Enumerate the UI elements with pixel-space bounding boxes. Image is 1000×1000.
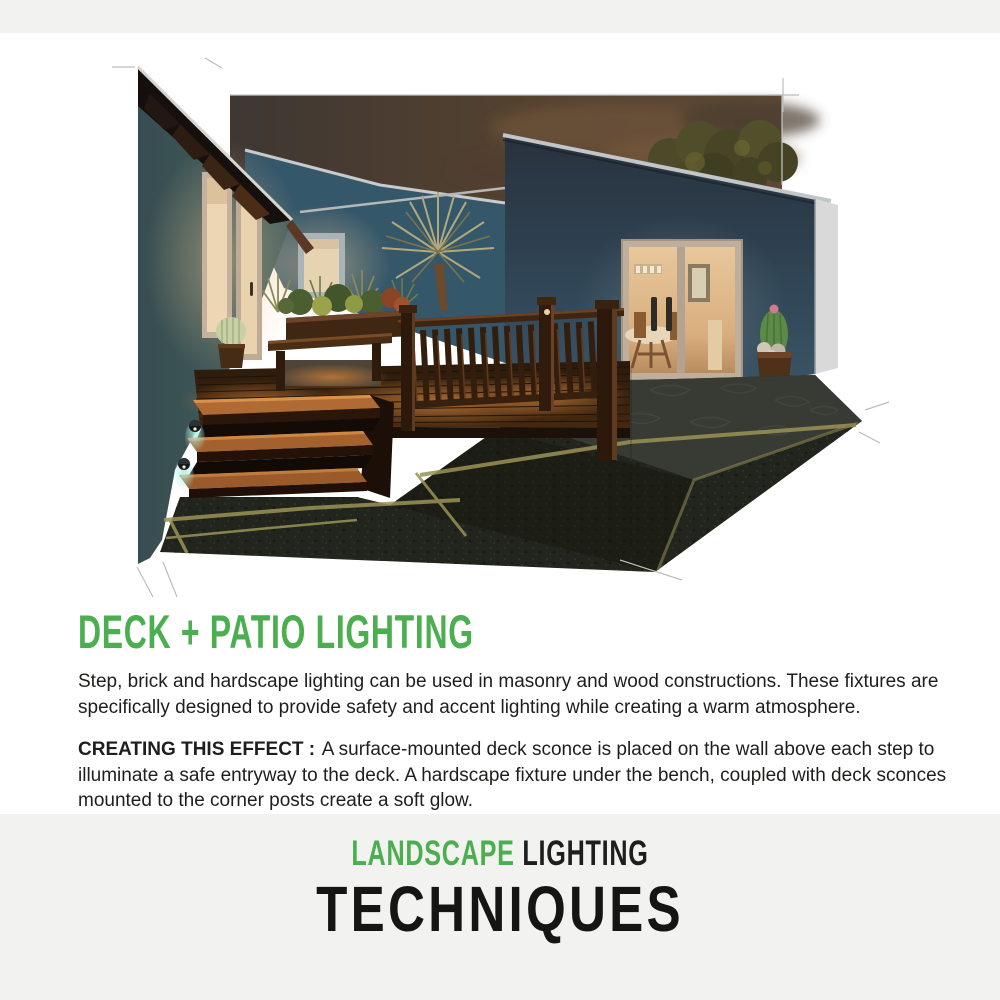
wall-end-strip [815, 199, 838, 374]
section-title: DECK + PATIO LIGHTING [78, 605, 474, 658]
footer-brand-green: LANDSCAPE [351, 834, 515, 873]
copy-block [78, 605, 950, 831]
effect-label: CREATING THIS EFFECT : [78, 739, 316, 760]
top-gray-band [0, 0, 1000, 33]
footer-brand-dark: LIGHTING [522, 834, 649, 873]
french-doors [616, 240, 754, 388]
footer-brand-line [140, 836, 860, 871]
deck-steps [179, 395, 394, 498]
effect-text: A surface-mounted deck sconce is placed on the wall above each step to illuminate a safe entryway to the deck. A hardscape fixture under the bench, coupled with deck sconces mounted to the corner posts create a soft glow. [78, 739, 947, 811]
deck-patio-illustration [110, 50, 900, 610]
bench [268, 333, 392, 391]
footer-title: TECHNIQUES [316, 873, 684, 945]
section-intro: Step, brick and hardscape lighting can be used in masonry and wood constructions. These fixtures are specifically designed to provide safety and accent lighting while creating a warm atmosphere. [78, 671, 939, 718]
section-effect [78, 737, 950, 814]
footer [0, 834, 1000, 945]
